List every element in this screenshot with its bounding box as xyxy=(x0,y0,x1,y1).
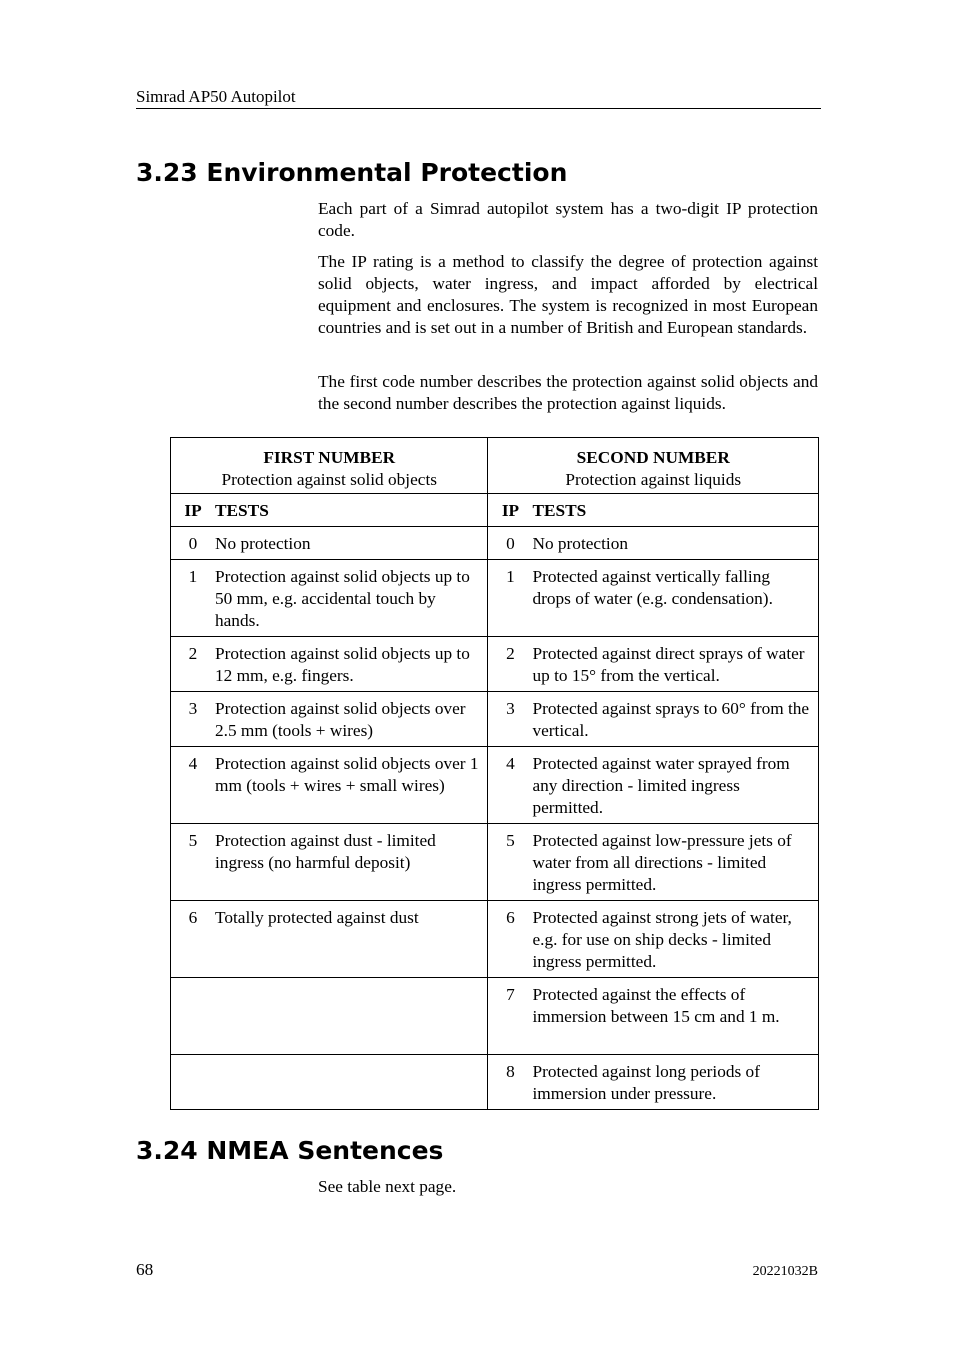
ip-code: 1 xyxy=(506,567,515,586)
table-cell-first xyxy=(171,560,488,637)
ip-code: 3 xyxy=(188,699,198,718)
paragraph: The first code number describes the protection against solid objects and the second number describes the protection against liquids. xyxy=(318,372,818,413)
ip-test-description: Protected against sprays to 60° from the vertical. xyxy=(532,699,810,740)
table-cell-second xyxy=(488,824,819,901)
table-cell-second xyxy=(488,692,819,747)
ip-test-description: Protected against strong jets of water, e.g. for use on ship decks - limited ingress permitted. xyxy=(532,908,792,971)
col-tests-label: TESTS xyxy=(532,501,587,520)
column-header-first xyxy=(171,494,488,527)
ip-code: 5 xyxy=(506,831,515,850)
column-header-row xyxy=(171,494,819,527)
paragraph: Each part of a Simrad autopilot system has a two-digit IP protection code. xyxy=(318,199,818,240)
ip-test-description: Protection against solid objects over 1 mm (tools + wires + small wires) xyxy=(215,754,479,795)
ip-code: 0 xyxy=(188,534,198,553)
ip-test-description: Protection against solid objects over 2.5 mm (tools + wires) xyxy=(215,699,466,740)
table-cell-second xyxy=(488,560,819,637)
table-row xyxy=(171,824,819,901)
table-cell-second xyxy=(488,747,819,824)
page-number: 68 xyxy=(136,1260,154,1279)
table-cell-first xyxy=(171,824,488,901)
ip-test-description: No protection xyxy=(215,534,311,553)
table-cell-first xyxy=(171,637,488,692)
table-row xyxy=(171,747,819,824)
table-row xyxy=(171,978,819,1055)
column-header-second xyxy=(488,494,819,527)
table-cell-first xyxy=(171,527,488,560)
table-row xyxy=(171,901,819,978)
ip-test-description: Protected against water sprayed from any direction - limited ingress permitted. xyxy=(532,754,790,817)
running-head: Simrad AP50 Autopilot xyxy=(136,87,821,109)
table-cell-second xyxy=(488,1055,819,1110)
ip-code: 4 xyxy=(188,754,198,773)
first-number-title: FIRST NUMBER xyxy=(263,448,396,467)
table-header-row xyxy=(171,438,819,494)
document-code: 20221032B xyxy=(752,1264,818,1279)
second-number-header xyxy=(488,438,819,494)
ip-code: 0 xyxy=(506,534,515,553)
ip-code: 6 xyxy=(506,908,515,927)
ip-rows xyxy=(171,527,819,1110)
table-cell-first xyxy=(171,1055,488,1110)
paragraph: The IP rating is a method to classify the degree of protection against solid objects, water ingress, and impact afforded by electrical equipment and enclosures. The system is recognized in most European countries and is set out in a number of British and European standards. xyxy=(318,252,818,337)
table-row xyxy=(171,527,819,560)
ip-test-description: No protection xyxy=(532,534,628,553)
table-cell-second xyxy=(488,527,819,560)
ip-code: 4 xyxy=(506,754,515,773)
ip-rating-table xyxy=(170,437,819,1110)
ip-code: 2 xyxy=(188,644,198,663)
ip-test-description: Protected against the effects of immersion between 15 cm and 1 m. xyxy=(532,985,780,1026)
first-number-subtitle: Protection against solid objects xyxy=(221,470,437,489)
table-cell-second xyxy=(488,901,819,978)
table-cell-first xyxy=(171,978,488,1055)
table-row xyxy=(171,637,819,692)
col-ip-label: IP xyxy=(501,501,520,520)
section-heading-environmental-protection: 3.23 Environmental Protection xyxy=(136,158,568,187)
col-tests-label: TESTS xyxy=(215,501,269,520)
second-number-title: SECOND NUMBER xyxy=(576,448,730,467)
col-ip-label: IP xyxy=(184,501,202,520)
table-row xyxy=(171,1055,819,1110)
ip-test-description: Protection against solid objects up to 50 mm, e.g. accidental touch by hands. xyxy=(215,567,470,630)
table-row xyxy=(171,560,819,637)
ip-test-description: Protected against vertically falling drops of water (e.g. condensation). xyxy=(532,567,773,608)
table-cell-first xyxy=(171,901,488,978)
ip-test-description: Protected against direct sprays of water up to 15° from the vertical. xyxy=(532,644,805,685)
table-cell-first xyxy=(171,692,488,747)
ip-code: 5 xyxy=(188,831,198,850)
first-number-header xyxy=(171,438,488,494)
ip-test-description: Protected against low-pressure jets of water from all directions - limited ingress permitted. xyxy=(532,831,792,894)
table-row xyxy=(171,692,819,747)
ip-test-description: Protected against long periods of immersion under pressure. xyxy=(532,1062,760,1103)
table-cell-second xyxy=(488,978,819,1055)
ip-test-description: Protection against dust - limited ingress (no harmful deposit) xyxy=(215,831,436,872)
ip-code: 6 xyxy=(188,908,198,927)
table-cell-second xyxy=(488,637,819,692)
ip-code: 7 xyxy=(506,985,515,1004)
paragraph: See table next page. xyxy=(318,1177,457,1196)
ip-test-description: Protection against solid objects up to 12 mm, e.g. fingers. xyxy=(215,644,470,685)
table-cell-first xyxy=(171,747,488,824)
ip-code: 1 xyxy=(188,567,198,586)
ip-code: 8 xyxy=(506,1062,515,1081)
section-heading-nmea-sentences: 3.24 NMEA Sentences xyxy=(136,1136,444,1165)
ip-code: 3 xyxy=(506,699,515,718)
ip-code: 2 xyxy=(506,644,515,663)
ip-test-description: Totally protected against dust xyxy=(215,908,419,927)
second-number-subtitle: Protection against liquids xyxy=(565,470,742,489)
